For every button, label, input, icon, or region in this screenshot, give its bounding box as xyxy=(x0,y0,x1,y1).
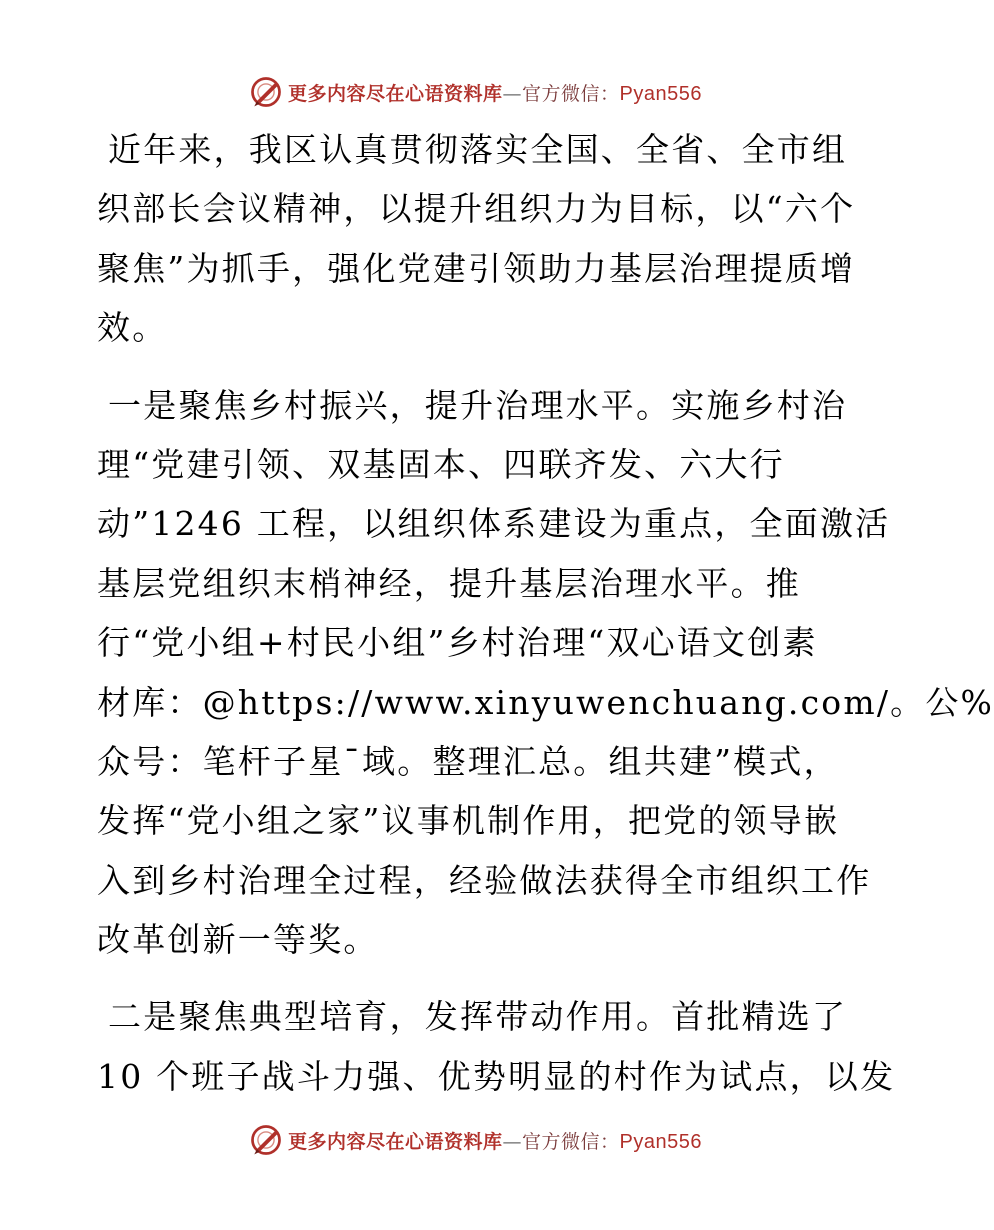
text-line: 动”1246 工程，以组织体系建设为重点，全面激活 xyxy=(97,504,891,544)
text-line: 聚焦”为抓手，强化党建引领助力基层治理提质增 xyxy=(97,248,856,288)
banner-separator: — xyxy=(502,82,523,105)
text-line: 改革创新一等奖。 xyxy=(97,920,379,960)
text-line: 近年来，我区认真贯彻落实全国、全省、全市组 xyxy=(108,130,848,169)
text-line: 基层党组织末梢神经，提升基层治理水平。推 xyxy=(97,563,801,603)
text-line: 行“党小组+村民小组”乡村治理“双心语文创素 xyxy=(97,623,818,663)
banner-separator: — xyxy=(502,1130,523,1153)
wechat-label: 官方微信： xyxy=(522,82,620,105)
text-line: 二是聚焦典型培育，发挥带动作用。首批精选了 xyxy=(108,997,848,1037)
promo-text: 更多内容尽在心语资料库 xyxy=(288,1130,503,1153)
document-body xyxy=(97,120,994,1124)
text-line: 效。 xyxy=(97,308,168,348)
paragraph-rural-revitalization xyxy=(97,376,994,970)
paragraph-typical-cultivation xyxy=(97,987,896,1106)
banner-text xyxy=(288,1127,702,1154)
promo-text: 更多内容尽在心语资料库 xyxy=(288,82,503,105)
banner-text xyxy=(288,79,702,106)
wechat-id: Pyan556 xyxy=(619,1130,702,1153)
wechat-id: Pyan556 xyxy=(619,82,702,105)
text-line: 一是聚焦乡村振兴，提升治理水平。实施乡村治 xyxy=(108,385,848,425)
wechat-label: 官方微信： xyxy=(522,1130,620,1153)
text-line: 入到乡村治理全过程，经验做法获得全市组织工作 xyxy=(97,860,872,900)
brush-circle-logo-icon xyxy=(248,1122,284,1158)
text-line: 发挥“党小组之家”议事机制作用，把党的领导嵌 xyxy=(97,801,840,841)
text-line: 材库：@https://www.xinyuwenchuang.com/。公% xyxy=(97,682,994,722)
paragraph-intro xyxy=(97,120,857,358)
text-line: 10 个班子战斗力强、优势明显的村作为试点，以发 xyxy=(97,1056,896,1096)
text-line: 理“党建引领、双基固本、四联齐发、六大行 xyxy=(97,444,785,484)
text-line: 众号：笔杆子星¯域。整理汇总。组共建”模式， xyxy=(97,741,839,781)
brush-circle-logo-icon xyxy=(248,74,284,110)
text-line: 织部长会议精神，以提升组织力为目标，以“六个 xyxy=(97,189,856,229)
header-banner xyxy=(0,72,950,112)
footer-banner xyxy=(0,1120,950,1160)
